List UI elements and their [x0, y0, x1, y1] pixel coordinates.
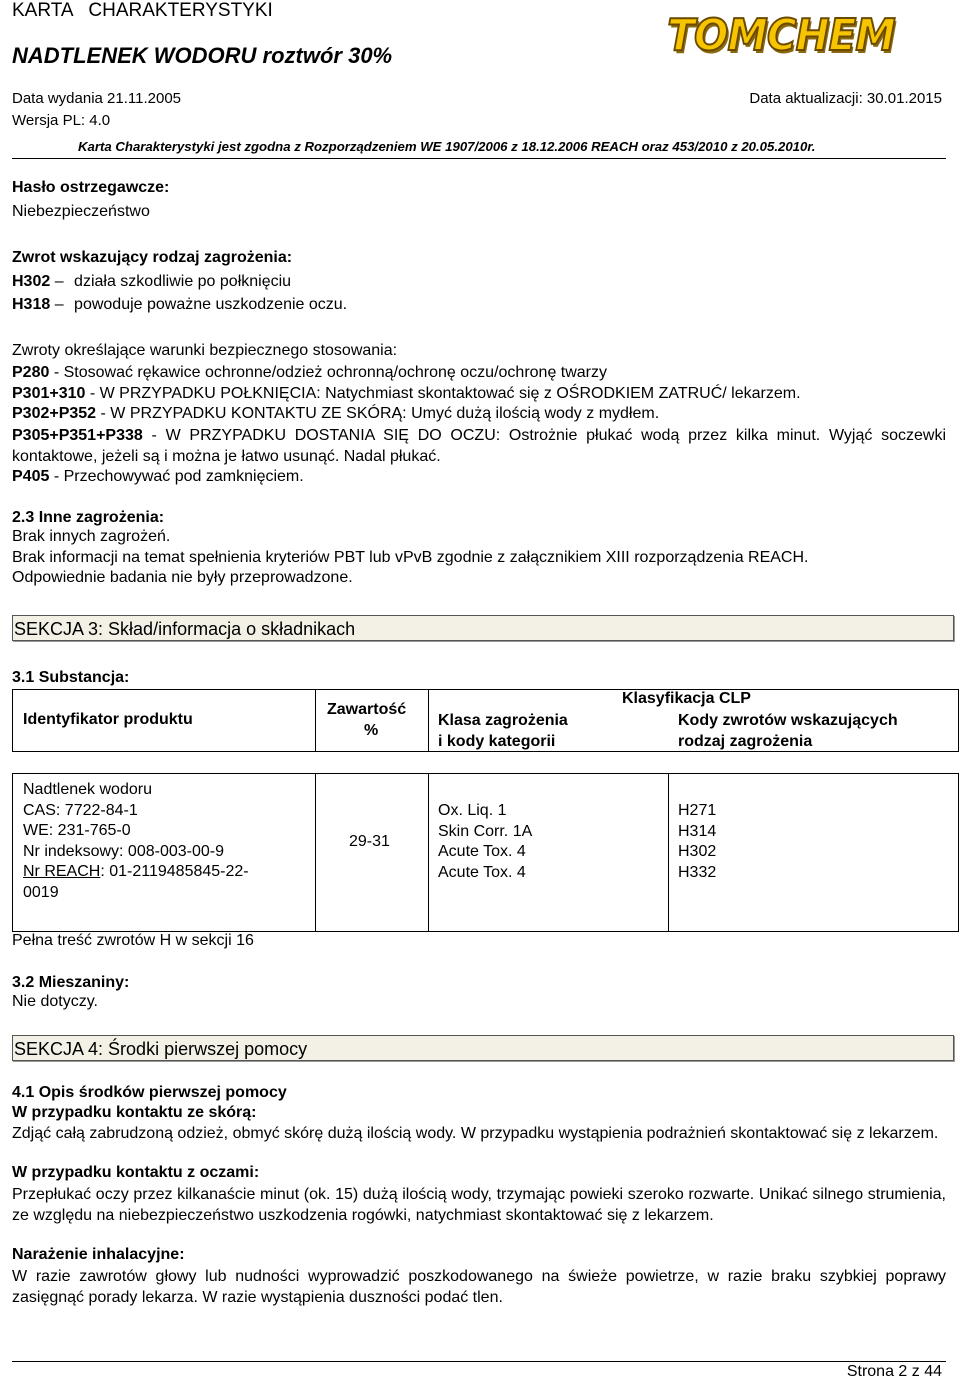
col-header-clp: Klasyfikacja CLP [622, 690, 751, 707]
product-line: Nadtlenek wodoru [23, 781, 152, 798]
table-divider [315, 689, 316, 752]
precaution-p280 [12, 364, 607, 382]
reach-number: : 01-2119485845-22- [100, 863, 249, 880]
class-line: Skin Corr. 1A [438, 822, 533, 840]
col-header-class-line: i kody kategorii [438, 732, 556, 750]
hazard-statement-h318 [12, 296, 347, 314]
footer-divider [12, 1361, 946, 1362]
update-date: Data aktualizacji: 30.01.2015 [749, 90, 942, 107]
col-header-content-unit: % [364, 722, 379, 739]
precaution-code: P302+P352 [12, 405, 97, 422]
col-header-class [438, 711, 568, 752]
cell-product [23, 780, 249, 903]
hazard-code: H318 [12, 296, 51, 313]
product-name-title: NADTLENEK WODORU roztwór 30% [12, 43, 393, 68]
table-divider [315, 773, 316, 932]
section-4-title: SEKCJA 4: Środki pierwszej pomocy [14, 1039, 308, 1059]
tomchem-logo: TOMCHEM [667, 9, 895, 61]
mixtures-heading: 3.2 Mieszaniny: [12, 974, 130, 991]
hazard-sep: – [50, 296, 69, 313]
col-header-codes [678, 711, 898, 752]
h-statements-note: Pełna treść zwrotów H w sekcji 16 [12, 932, 254, 949]
other-hazards-heading: 2.3 Inne zagrożenia: [12, 509, 165, 526]
precaution-code: P301+310 [12, 385, 86, 402]
table-divider [428, 773, 429, 932]
eye-contact-heading: W przypadku kontaktu z oczami: [12, 1164, 260, 1181]
document-type-title: KARTA CHARAKTERYSTYKI [12, 0, 273, 21]
cell-content: 29-31 [349, 833, 390, 850]
hazard-sep: – [50, 273, 69, 290]
signal-word-value: Niebezpieczeństwo [12, 203, 150, 220]
version-label: Wersja PL: 4.0 [12, 112, 111, 129]
col-header-codes-line: rodzaj zagrożenia [678, 732, 813, 750]
code-line: H302 [678, 843, 717, 860]
precaution-p305 [12, 426, 946, 467]
code-line: H332 [678, 863, 717, 881]
skin-contact-heading: W przypadku kontaktu ze skórą: [12, 1104, 257, 1121]
code-line: H271 [678, 802, 717, 819]
class-line: Acute Tox. 4 [438, 863, 526, 881]
other-hazards-line: Brak innych zagrożeń. [12, 528, 171, 545]
precaution-text: - W PRZYPADKU KONTAKTU ZE SKÓRĄ: Umyć dużą ilością wody z mydłem. [96, 405, 660, 422]
precaution-text: - W PRZYPADKU DOSTANIA SIĘ DO OCZU: Ostrożnie płukać wodą przez kilka minut. Wyjąć soczewki kontaktowe, jeżeli są i można je łatwo usunąć. Nadal płukać. [12, 427, 946, 465]
table-divider [428, 689, 429, 752]
hazard-statement-h302 [12, 273, 291, 291]
other-hazards-line: Brak informacji na temat spełnienia kryteriów PBT lub vPvB zgodnie z załącznikiem XIII rozporządzenia REACH. [12, 549, 809, 566]
skin-contact-text: Zdjąć całą zabrudzoną odzież, obmyć skórę dużą ilością wody. W przypadku wystąpienia podrażnień skontaktować się z lekarzem. [12, 1125, 939, 1142]
product-line: WE: 231-765-0 [23, 822, 131, 839]
hazard-code: H302 [12, 273, 51, 290]
product-line: CAS: 7722-84-1 [23, 801, 138, 819]
inhalation-text: W razie zawrotów głowy lub nudności wyprowadzić poszkodowanego na świeże powietrze, w razie braku szybkiej poprawy zasięgnąć porady lekarza. W razie wystąpienia duszności podać tlen. [12, 1268, 946, 1306]
cell-classes [438, 801, 532, 883]
eye-contact-text: Przepłukać oczy przez kilkanaście minut (ok. 15) dużą ilością wody, trzymając powieki szeroko rozwarte. Unikać silnego strumienia, ze względu na niebezpieczeństwo uszkodzenia rogówki, natychmiast skontaktować się z lekarzem. [12, 1186, 946, 1224]
precaution-p302 [12, 405, 659, 423]
inhalation-heading: Narażenie inhalacyjne: [12, 1246, 185, 1263]
mixtures-value: Nie dotyczy. [12, 993, 98, 1010]
precaution-text: - Przechowywać pod zamknięciem. [49, 468, 304, 485]
class-line: Ox. Liq. 1 [438, 802, 507, 819]
reach-prefix: Nr REACH [23, 863, 101, 880]
hazard-text: powoduje poważne uszkodzenie oczu. [74, 296, 348, 313]
class-line: Acute Tox. 4 [438, 843, 526, 860]
issue-date: Data wydania 21.11.2005 [12, 90, 182, 107]
product-line: 0019 [23, 883, 59, 901]
precaution-p405 [12, 468, 304, 486]
code-line: H314 [678, 822, 717, 840]
precaution-code: P405 [12, 468, 50, 485]
first-aid-heading: 4.1 Opis środków pierwszej pomocy [12, 1084, 287, 1101]
header-divider [12, 158, 946, 159]
product-line: Nr indeksowy: 008-003-00-9 [23, 842, 224, 860]
precaution-text: - W PRZYPADKU POŁKNIĘCIA: Natychmiast skontaktować się z OŚRODKIEM ZATRUĆ/ lekarzem. [85, 385, 801, 402]
precaution-text: - Stosować rękawice ochronne/odzież ochronną/ochronę oczu/ochronę twarzy [49, 364, 608, 381]
table-divider [668, 773, 669, 932]
substance-heading: 3.1 Substancja: [12, 669, 130, 686]
page-number: Strona 2 z 44 [846, 1363, 942, 1380]
precaution-code: P280 [12, 364, 50, 381]
col-header-content: Zawartość [327, 701, 407, 718]
cell-codes [678, 801, 716, 883]
section-3-title: SEKCJA 3: Skład/informacja o składnikach [14, 619, 356, 639]
other-hazards-line: Odpowiednie badania nie były przeprowadzone. [12, 569, 353, 586]
section-4-bar [12, 1035, 954, 1061]
signal-word-heading: Hasło ostrzegawcze: [12, 179, 170, 196]
hazard-statements-heading: Zwrot wskazujący rodzaj zagrożenia: [12, 249, 293, 266]
col-header-product: Identyfikator produktu [23, 711, 193, 728]
product-line-reach [23, 862, 249, 883]
col-header-codes-line: Kody zwrotów wskazujących [678, 712, 898, 729]
precaution-p301 [12, 385, 801, 403]
section-3-bar [12, 615, 954, 641]
hazard-text: działa szkodliwie po połknięciu [74, 273, 292, 290]
precaution-heading: Zwroty określające warunki bezpiecznego stosowania: [12, 342, 398, 359]
col-header-class-line: Klasa zagrożenia [438, 712, 568, 729]
regulation-note: Karta Charakterystyki jest zgodna z Rozporządzeniem WE 1907/2006 z 18.12.2006 REACH oraz 453/2010 z 20.05.2010r. [78, 139, 816, 154]
precaution-code: P305+P351+P338 [12, 427, 143, 444]
